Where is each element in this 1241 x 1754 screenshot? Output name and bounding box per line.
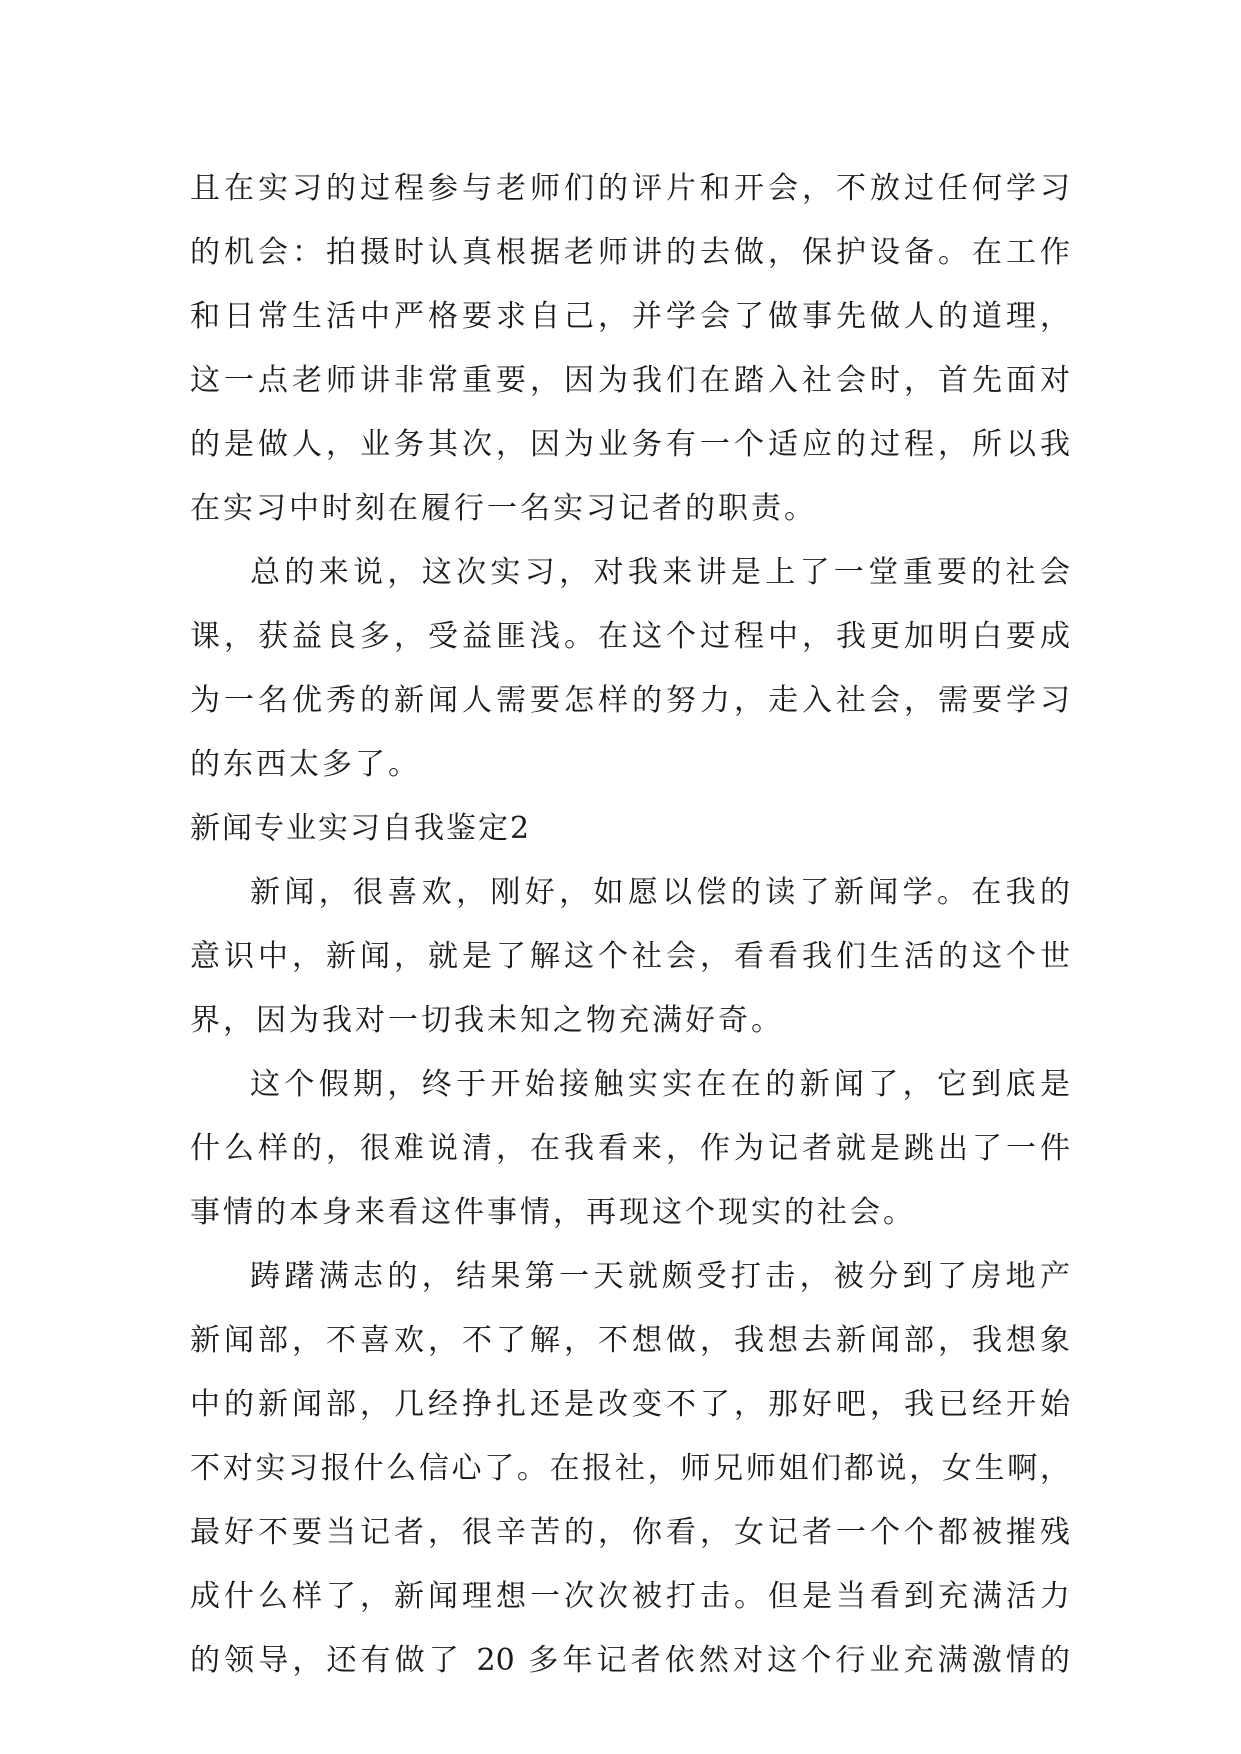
text-line: 课，获益良多，受益匪浅。在这个过程中，我更加明白要成 (190, 619, 1070, 654)
text-line: 中的新闻部，几经挣扎还是改变不了，那好吧，我已经开始 (190, 1387, 1070, 1422)
text-line: 新闻部，不喜欢，不了解，不想做，我想去新闻部，我想象 (190, 1323, 1070, 1358)
text-line: 的东西太多了。 (190, 747, 421, 782)
document-body (190, 157, 1070, 1693)
text-line: 踌躇满志的，结果第一天就颇受打击，被分到了房地产 (250, 1259, 1070, 1294)
section-heading: 新闻专业实习自我鉴定2 (190, 811, 532, 846)
text-line: 什么样的，很难说清，在我看来，作为记者就是跳出了一件 (190, 1131, 1070, 1166)
text-line: 的领导，还有做了 20 多年记者依然对这个行业充满激情的 (190, 1643, 1070, 1678)
text-line: 的是做人，业务其次，因为业务有一个适应的过程，所以我 (190, 427, 1070, 462)
text-line: 这一点老师讲非常重要，因为我们在踏入社会时，首先面对 (190, 363, 1070, 398)
text-line: 新闻，很喜欢，刚好，如愿以偿的读了新闻学。在我的 (250, 875, 1070, 910)
text-line: 且在实习的过程参与老师们的评片和开会，不放过任何学习 (190, 171, 1070, 206)
text-line: 为一名优秀的新闻人需要怎样的努力，走入社会，需要学习 (190, 683, 1070, 718)
text-line: 界，因为我对一切我未知之物充满好奇。 (190, 1003, 784, 1038)
text-line: 在实习中时刻在履行一名实习记者的职责。 (190, 491, 817, 526)
text-line: 总的来说，这次实习，对我来讲是上了一堂重要的社会 (250, 555, 1070, 590)
text-line: 的机会：拍摄时认真根据老师讲的去做，保护设备。在工作 (190, 235, 1070, 270)
text-line: 最好不要当记者，很辛苦的，你看，女记者一个个都被摧残 (190, 1515, 1070, 1550)
text-line: 意识中，新闻，就是了解这个社会，看看我们生活的这个世 (190, 939, 1070, 974)
text-line: 成什么样了，新闻理想一次次被打击。但是当看到充满活力 (190, 1579, 1070, 1614)
text-line: 事情的本身来看这件事情，再现这个现实的社会。 (190, 1195, 916, 1230)
text-line: 这个假期，终于开始接触实实在在的新闻了，它到底是 (250, 1067, 1070, 1102)
text-line: 和日常生活中严格要求自己，并学会了做事先做人的道理， (190, 299, 1070, 334)
text-line: 不对实习报什么信心了。在报社，师兄师姐们都说，女生啊， (190, 1451, 1070, 1486)
